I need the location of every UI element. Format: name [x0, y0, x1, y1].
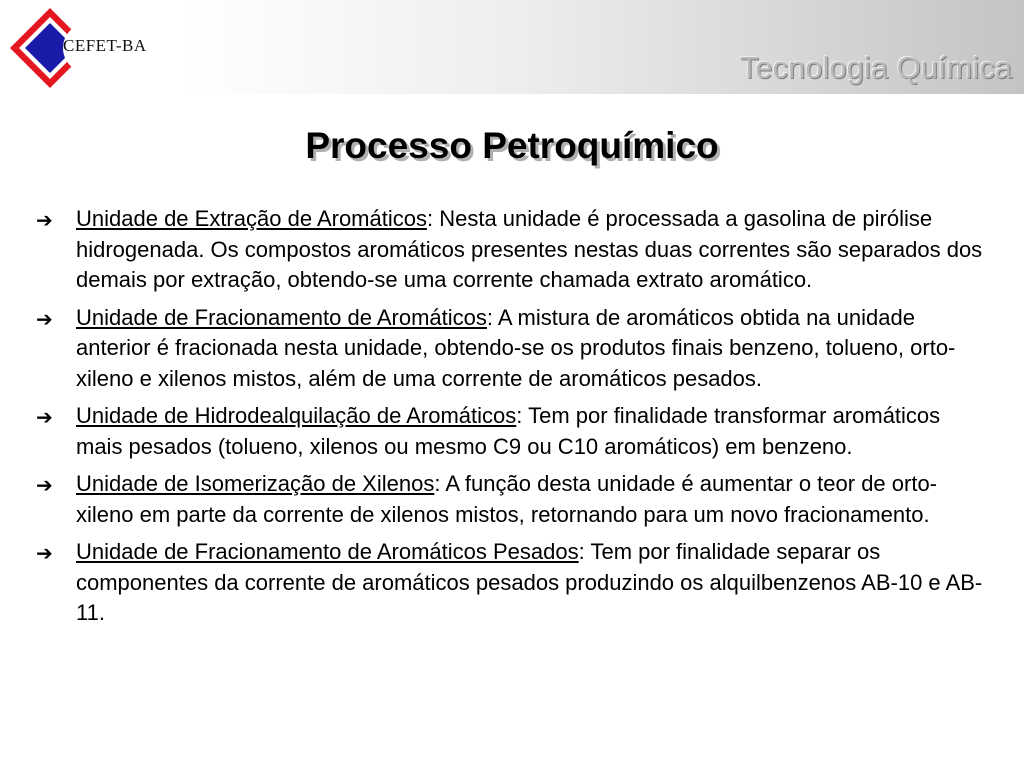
list-item	[36, 303, 986, 395]
item-text: : Nesta unidade é processada a gasolina de pirólise hidrogenada. Os compostos aromáticos presentes nestas duas correntes são separados dos demais por extração, obtendo-se uma corrente chamada extrato aromático.	[76, 206, 983, 292]
item-heading: Unidade de Fracionamento de Aromáticos	[76, 304, 487, 330]
list-item	[36, 204, 986, 296]
item-text: : A mistura de aromáticos obtida na unidade anterior é fracionada nesta unidade, obtendo-se os produtos finais benzeno, tolueno, orto-xileno e xilenos mistos, além de uma corrente de aromáticos pesados.	[76, 304, 956, 391]
arrow-right-icon: ➔	[36, 306, 53, 331]
item-text: : Tem por finalidade transformar aromáticos mais pesados (tolueno, xilenos ou mesmo C9 ou C10 aromáticos) em benzeno.	[76, 403, 941, 459]
list-item	[36, 537, 986, 629]
logo	[0, 0, 180, 94]
item-text: : Tem por finalidade separar os componentes da corrente de aromáticos pesados produzindo os alquilbenzenos AB-10 e AB-11.	[76, 539, 983, 625]
item-heading: Unidade de Isomerização de Xilenos	[76, 471, 435, 496]
logo-text: CEFET-BA	[63, 36, 147, 55]
list-item	[36, 401, 986, 462]
arrow-right-icon: ➔	[36, 405, 53, 429]
arrow-right-icon: ➔	[36, 473, 53, 497]
slide-title: Processo Petroquímico	[305, 125, 719, 166]
brand-title: Tecnologia Química	[739, 50, 1012, 85]
item-heading: Unidade de Fracionamento de Aromáticos Pesados	[76, 539, 579, 564]
item-heading: Unidade de Hidrodealquilação de Aromáticos	[76, 403, 517, 428]
item-text: : A função desta unidade é aumentar o teor de orto-xileno em parte da corrente de xilenos mistos, retornando para um novo fracionamento.	[76, 471, 938, 527]
bullet-list	[36, 204, 986, 636]
arrow-right-icon: ➔	[36, 541, 53, 565]
item-heading: Unidade de Extração de Aromáticos	[76, 206, 427, 231]
arrow-right-icon: ➔	[36, 208, 53, 232]
list-item	[36, 469, 986, 530]
